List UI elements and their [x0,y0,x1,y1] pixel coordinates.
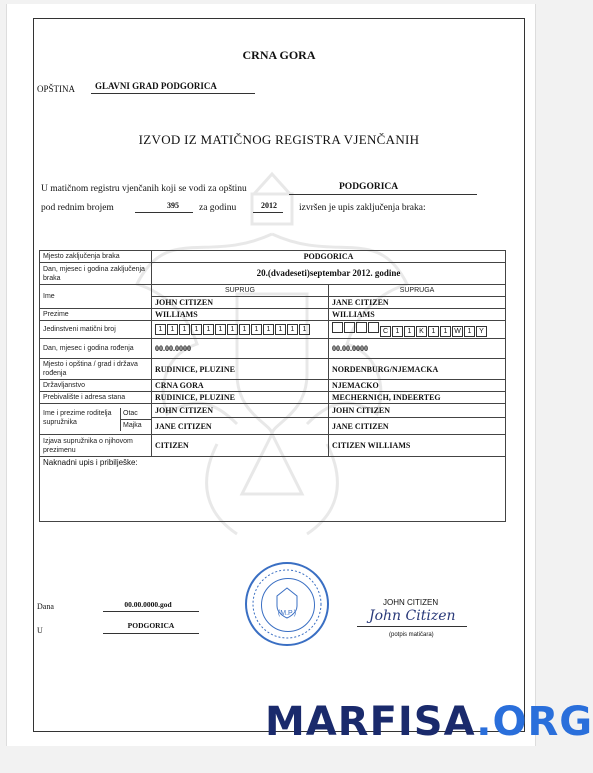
table-row [40,457,506,522]
intro-line1-text: U matičnom registru vjenčanih koji se vodi za opštinu [41,184,247,194]
citizenship-label: Državljanstvo [40,380,152,392]
intro-line1-underline [289,194,477,195]
wife-birth-place: NORDENBURG/NJEMACKA [329,359,506,380]
husband-birth-date: 00.00.0000 [152,339,329,359]
first-name-label: Ime [40,285,152,309]
father-label: Otac [121,408,151,420]
registrar-signature: John Citizen [369,608,456,624]
husband-personal-id: 1 1 1 1 1 1 1 1 1 1 1 1 1 [152,321,329,339]
issue-place-value: PODGORICA [127,621,175,630]
issue-place-underline [103,633,199,634]
birth-date-label: Dan, mjesec i godina rođenja [40,339,152,359]
table-row [40,359,506,380]
parents-label: Ime i prezime roditelja supružnika [43,409,112,426]
intro-line2-text-c: izvršen je upis zaključenja braka: [299,203,426,213]
husband-surname: WILLIAMS [152,309,329,321]
signature-caption: (potpis matičara) [389,632,434,638]
wife-surname: WILLIAMS [329,309,506,321]
table-row [40,339,506,359]
table-row [40,435,506,457]
husband-mother-name: JANE CITIZEN [152,418,329,435]
municipality-label: OPŠTINA [37,84,76,94]
register-year: 2012 [261,201,277,210]
wife-first-name: JANE CITIZEN [329,297,506,309]
husband-first-name: JOHN CITIZEN [152,297,329,309]
issue-date-value: 00.00.0000.god [124,600,172,609]
wife-citizenship: NJEMACKO [329,380,506,392]
birth-place-label: Mjesto i opština / grad i država rođenja [40,359,152,380]
husband-birth-place: RUDINICE, PLUZINE [152,359,329,380]
table-row [40,321,506,339]
stamp-text: (M.P.) [277,610,297,617]
signature-underline [357,626,467,627]
wife-birth-date: 00.00.0000 [329,339,506,359]
husband-citizenship: CRNA GORA [152,380,329,392]
surname-declaration-label: Izjava supružnika o njihovom prezimenu [40,435,152,457]
marriage-register-table [39,250,506,522]
wife-father-name: JOHN CITIZEN [329,404,506,418]
table-row [40,263,506,285]
certificate-page [6,4,536,746]
marfisa-watermark-logo [265,700,593,744]
date-of-marriage-label: Dan, mjesec i godina zaključenja braka [40,263,152,285]
intro-municipality-value: PODGORICA [339,182,399,192]
municipality-underline [91,93,255,94]
husband-residence: RUDINICE, PLUZINE [152,392,329,404]
brand-part2: RFISA [337,699,477,745]
wife-personal-id: C 1 1 K 1 1 W 1 Y [329,321,506,339]
husband-column-header: SUPRUG [152,285,329,297]
place-of-marriage-value: PODGORICA [152,251,506,263]
official-stamp-icon [245,562,329,646]
husband-father-name: JOHN CITIZEN [152,404,329,418]
intro-line2-text-a: pod rednim brojem [41,203,114,213]
brand-part1: MA [265,699,338,745]
table-row [40,309,506,321]
parents-cell [40,404,152,435]
register-year-underline [253,212,283,213]
brand-part3: .ORG [476,699,593,745]
place-of-marriage-label: Mjesto zaključenja braka [40,251,152,263]
wife-chosen-surname: CITIZEN WILLIAMS [329,435,506,457]
surname-label: Prezime [40,309,152,321]
residence-label: Prebivalište i adresa stana [40,392,152,404]
husband-chosen-surname: CITIZEN [152,435,329,457]
wife-mother-name: JANE CITIZEN [329,418,506,435]
table-row [40,285,506,297]
issue-date-underline [103,611,199,612]
table-row [40,404,506,418]
issue-place-label: U [37,626,43,635]
registrar-name: JOHN CITIZEN [383,598,439,607]
intro-line2-text-b: za godinu [199,203,237,213]
mother-label: Majka [123,421,142,429]
table-row [40,380,506,392]
personal-id-label: Jedinstveni matični broj [40,321,152,339]
date-of-marriage-value: 20.(dvadeseti)septembar 2012. godine [152,263,506,285]
table-row [40,251,506,263]
country-title: CRNA GORA [242,48,316,62]
municipality-value: GLAVNI GRAD PODGORICA [95,81,217,91]
table-row [40,392,506,404]
wife-column-header: SUPRUGA [329,285,506,297]
register-number-underline [135,212,193,213]
notes-section: Naknadni upis i pribilješke: [40,457,506,522]
document-title: IZVOD IZ MATIČNOG REGISTRA VJENČANIH [138,132,420,147]
wife-residence: MECHERNICH, INDEERTEG [329,392,506,404]
issue-date-label: Dana [37,602,54,611]
register-number: 395 [167,201,179,210]
